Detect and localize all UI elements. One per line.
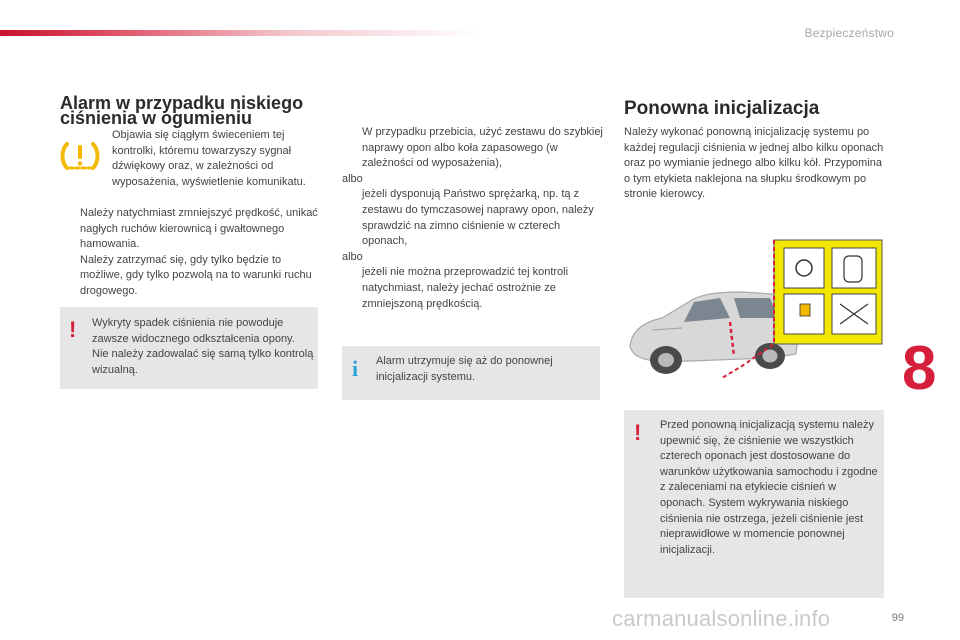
reinit-paragraph: Należy wykonać ponowną inicjalizację systemu po każdej regulacji ciśnienia w jednej albo kilku oponach oraz po wymianie jednego albo kilku kół. Przypomina o tym etykieta naklejona na słupku środkowym po stronie kierowcy. [624,126,884,201]
left-heading: Alarm w przypadku niskiego ciśnienia w ogumieniu [60,93,304,128]
list-item: W przypadku przebicia, użyć zestawu do szybkiej naprawy opon albo koła zapasowego (w zależności od wyposażenia), [362,126,603,170]
note-text: Przed ponowną inicjalizacją systemu należy upewnić się, że ciśnienie we wszystkich czterech oponach jest dostosowane do warunków użytkowania samochodu i zgodne z zaleceniami na etykiecie ciśnień w oponach. System wykrywania niskiego ciśnienia nie ostrzega, jeżeli ciśnienie jest nieprawidłowe w momencie ponownej inicjalizacji. [660,419,878,556]
middle-info-note [342,346,600,400]
page-number: 99 [891,612,904,624]
exclamation-icon: ! [634,420,642,445]
car-label-illustration [622,238,884,388]
right-heading: Ponowna inicjalizacja [624,98,820,119]
list-item: Należy zatrzymać się, gdy tylko będzie to możliwe, gdy tylko pozwolą na to warunki ruchu drogowego. [80,253,312,297]
right-warning-note [624,410,884,598]
section-title: Bezpieczeństwo [804,26,894,40]
warning-light-description: Objawia się ciągłym świeceniem tej kontrolki, któremu towarzyszy sygnał dźwiękowy oraz, w zależności od wyposażenia, wyświetlenie komunikatu. [112,129,306,188]
note-text: Alarm utrzymuje się aż do ponownej inicjalizacji systemu. [376,355,553,383]
middle-list [342,125,604,312]
info-icon: i [352,356,359,381]
top-accent-bar [0,30,480,36]
left-warning-note [60,307,318,389]
list-item: jeżeli dysponują Państwo sprężarką, np. tą z zestawu do tymczasowej naprawy opon, należy sprawdzić na zimno ciśnienie w czterech oponach, [362,188,594,248]
list-item: Należy natychmiast zmniejszyć prędkość, unikać nagłych ruchów kierownicą i gwałtownego hamowania. [80,207,318,251]
watermark: carmanualsonline.info [612,606,831,631]
note-text: Wykryty spadek ciśnienia nie powoduje zawsze widocznego odkształcenia opony. Nie należy zadowalać się samą tylko kontrolą wizualną. [92,317,314,376]
list-item: jeżeli nie można przeprowadzić tej kontroli natychmiast, należy jechać ostrożnie ze zmniejszoną prędkością. [362,266,569,310]
left-bullet-list [60,206,320,300]
chapter-number: 8 [902,334,937,403]
tyre-pressure-warning-icon [60,138,100,174]
exclamation-icon: ! [69,317,77,342]
list-separator: albo [342,172,363,185]
list-separator: albo [342,250,363,263]
